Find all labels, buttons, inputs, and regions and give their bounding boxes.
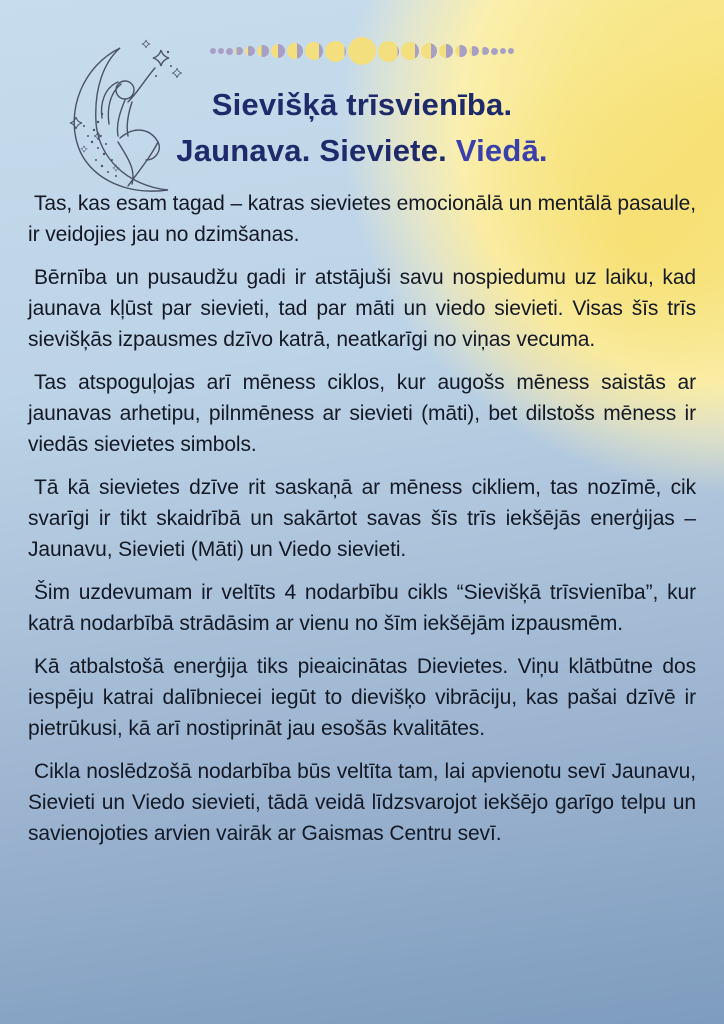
- star-icon: [153, 50, 169, 66]
- moon-phase-dot: [481, 47, 489, 55]
- title-line-1: Sievišķā trīsvienība.: [211, 87, 513, 122]
- moon-phase-dot: [491, 48, 498, 55]
- paragraph: Tā kā sievietes dzīve rit saskaņā ar mēness cikliem, tas nozīmē, cik svarīgi ir tikt skaidrībā un sakārtot savas šīs trīs iekšējās enerģijas – Jaunavu, Sievieti (Māti) un Viedo sievieti.: [28, 476, 696, 561]
- moon-phase-dot: [378, 41, 399, 62]
- paragraph: Kā atbalstošā enerģija tiks pieaicinātas Dievietes. Viņu klātbūtne dos iespēju katrai dalībniecei iegūt to dievišķo vibrāciju, kas pašai dzīvē ir pietrūkusi, kā arī nostiprināt jau esošās kvalitātes.: [28, 655, 696, 740]
- title-line-2-accent: Viedā.: [455, 133, 548, 168]
- moon-phase-dot: [401, 42, 419, 60]
- moon-phase-dot: [455, 45, 467, 57]
- moon-phase-dot: [210, 48, 216, 54]
- body-text: [0, 188, 724, 849]
- paragraph: Tas atspoguļojas arī mēness ciklos, kur augošs mēness saistās ar jaunavas arhetipu, pilnmēness ar sievieti (māti), bet dilstošs mēness ir viedās sievietes simbols.: [28, 371, 696, 456]
- star-icon: [172, 68, 182, 78]
- moon-phase-dot: [271, 44, 285, 58]
- moon-phase-dot: [235, 47, 243, 55]
- title-line-2: [0, 128, 724, 174]
- paragraph: Cikla noslēdzošā nodarbība būs veltīta tam, lai apvienotu sevī Jaunavu, Sievieti un Viedo sievieti, tādā veidā līdzsvarojot iekšējo garīgo telpu un savienojoties arvien vairāk ar Gaismas Centru sevī.: [28, 760, 696, 845]
- moon-phase-dot: [421, 43, 437, 59]
- moon-phases-banner: [210, 34, 514, 68]
- paragraph: Tas, kas esam tagad – katras sievietes emocionālā un mentālā pasaule, ir veidojies jau no dzimšanas.: [28, 192, 696, 246]
- moon-phase-dot: [348, 37, 376, 65]
- moon-phase-dot: [257, 45, 269, 57]
- moon-phase-dot: [245, 46, 255, 56]
- paragraph: Bērnība un pusaudžu gadi ir atstājuši savu nospiedumu uz laiku, kad jaunava kļūst par sievieti, tad par māti un viedo sievieti. Visas šīs trīs sievišķās izpausmes dzīvo katrā, neatkarīgi no viņas vecuma.: [28, 266, 696, 351]
- moon-phase-dot: [500, 48, 506, 54]
- title-line-2-main: Jaunava. Sieviete.: [176, 133, 456, 168]
- moon-phase-dot: [508, 48, 514, 54]
- moon-phase-dot: [469, 46, 479, 56]
- moon-phase-dot: [287, 43, 303, 59]
- page-title: [0, 82, 724, 174]
- moon-phase-dot: [325, 41, 346, 62]
- moon-phase-dot: [305, 42, 323, 60]
- paragraph: Šim uzdevumam ir veltīts 4 nodarbību cikls “Sievišķā trīsvienība”, kur katrā nodarbībā strādāsim ar vienu no šīm iekšējām izpausmēm.: [28, 581, 696, 635]
- star-icon: [142, 40, 150, 48]
- moon-phase-dot: [226, 48, 233, 55]
- moon-phase-dot: [439, 44, 453, 58]
- moon-phase-dot: [218, 48, 224, 54]
